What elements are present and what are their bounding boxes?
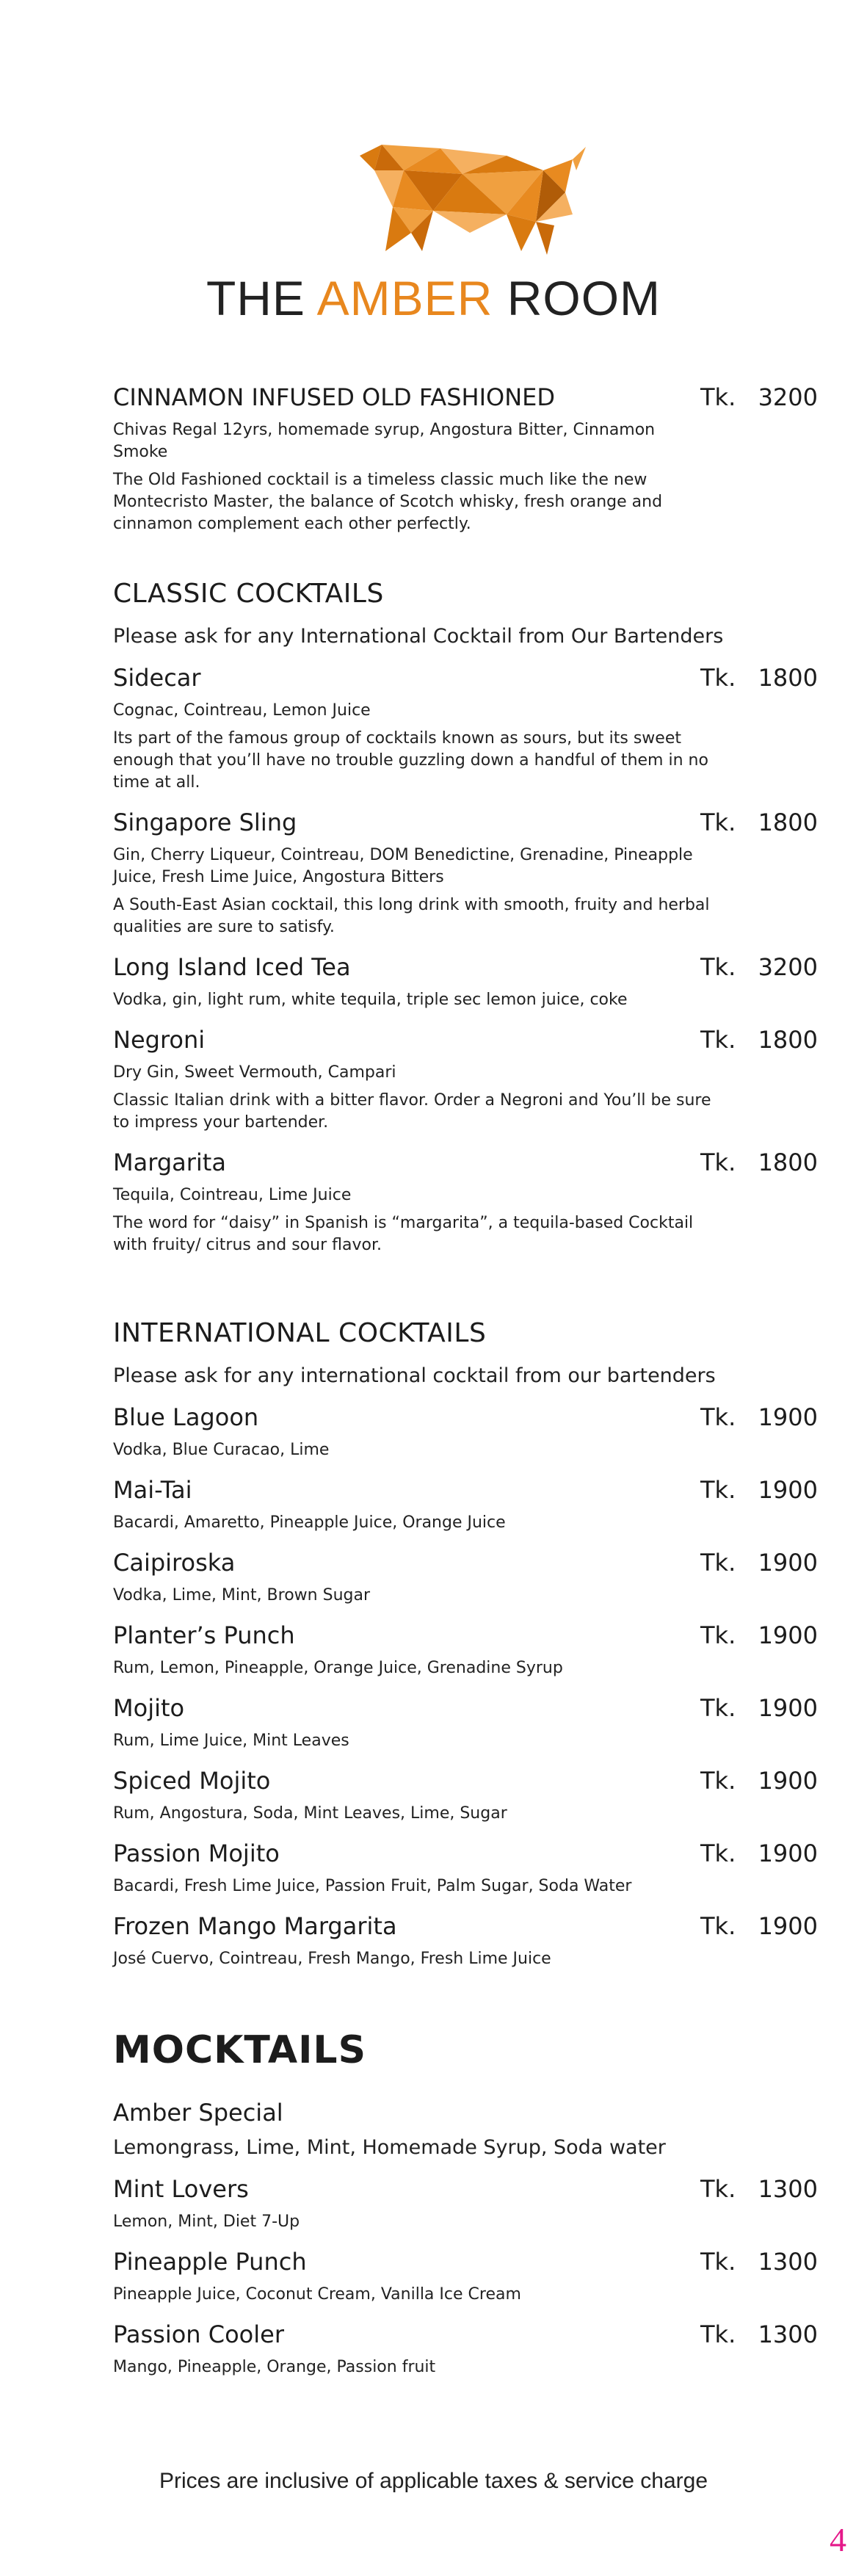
item-currency: Tk. xyxy=(700,2175,736,2203)
item-currency: Tk. xyxy=(700,1403,736,1431)
menu-item xyxy=(113,1767,818,1825)
item-currency: Tk. xyxy=(700,1912,736,1940)
brand-accent: AMBER xyxy=(316,271,493,325)
item-ingredients: Lemon, Mint, Diet 7-Up xyxy=(113,2213,300,2231)
section-title: INTERNATIONAL COCKTAILS xyxy=(113,1318,487,1348)
menu-item xyxy=(113,664,818,794)
menu-item xyxy=(113,1148,818,1256)
item-price: 1800 xyxy=(758,808,818,836)
item-name: Passion Mojito xyxy=(113,1839,280,1867)
menu-item xyxy=(113,2175,818,2233)
item-description: Its part of the famous group of cocktails known as sours, but its sweet enough that you’ll have no trouble guzzling down a handful of them in no time at all. xyxy=(113,729,708,792)
bison-logo-icon xyxy=(352,141,587,258)
item-description: A South-East Asian cocktail, this long drink with smooth, fruity and herbal qualities are sure to satisfy. xyxy=(113,896,710,936)
item-currency: Tk. xyxy=(700,808,736,836)
item-name: Mint Lovers xyxy=(113,2175,249,2203)
item-price: 1900 xyxy=(758,1839,818,1867)
international-list xyxy=(113,1403,818,1970)
item-price: 1900 xyxy=(758,1694,818,1722)
item-ingredients: Tequila, Cointreau, Lime Juice xyxy=(113,1186,352,1204)
item-name: Negroni xyxy=(113,1026,206,1054)
item-name: Passion Cooler xyxy=(113,2320,284,2348)
page-number: 4 xyxy=(830,2521,846,2558)
item-name: Long Island Iced Tea xyxy=(113,953,351,981)
item-price: 1800 xyxy=(758,664,818,692)
item-currency: Tk. xyxy=(700,2320,736,2348)
menu-item-special xyxy=(113,2099,818,2159)
item-name: Mojito xyxy=(113,1694,185,1722)
item-price: 1900 xyxy=(758,1767,818,1795)
brand-part-1: THE xyxy=(206,271,317,325)
item-ingredients: Rum, Lemon, Pineapple, Orange Juice, Grenadine Syrup xyxy=(113,1659,563,1677)
menu-item xyxy=(113,808,818,938)
item-ingredients: Cognac, Cointreau, Lemon Juice xyxy=(113,701,371,720)
item-currency: Tk. xyxy=(700,664,736,692)
item-price: 1900 xyxy=(758,1912,818,1940)
item-currency: Tk. xyxy=(700,1621,736,1649)
item-name: Blue Lagoon xyxy=(113,1403,259,1431)
item-price: 1300 xyxy=(758,2320,818,2348)
menu-item xyxy=(113,1026,818,1134)
menu-item xyxy=(113,1621,818,1679)
item-name: Sidecar xyxy=(113,664,201,692)
item-currency: Tk. xyxy=(700,1549,736,1577)
signature-section xyxy=(113,383,818,550)
item-price: 1300 xyxy=(758,2248,818,2276)
item-currency: Tk. xyxy=(700,1839,736,1867)
menu-item xyxy=(113,1476,818,1534)
item-ingredients: Dry Gin, Sweet Vermouth, Campari xyxy=(113,1063,396,1082)
menu-item xyxy=(113,2320,818,2378)
menu-item xyxy=(113,1912,818,1970)
brand-part-2: ROOM xyxy=(493,271,661,325)
item-name: Caipiroska xyxy=(113,1549,236,1577)
item-description: Classic Italian drink with a bitter flavor. Order a Negroni and You’ll be sure to impress your bartender. xyxy=(113,1091,711,1132)
item-ingredients: José Cuervo, Cointreau, Fresh Mango, Fresh Lime Juice xyxy=(113,1950,551,1968)
item-description: The word for “daisy” in Spanish is “margarita”, a tequila-based Cocktail with fruity/ citrus and sour flavor. xyxy=(113,1214,694,1254)
item-description: The Old Fashioned cocktail is a timeless classic much like the new Montecristo Master, the balance of Scotch whisky, fresh orange and cinnamon complement each other perfectly. xyxy=(113,471,663,533)
item-ingredients: Vodka, Blue Curacao, Lime xyxy=(113,1441,330,1459)
menu-item xyxy=(113,2248,818,2306)
section-subtitle: Please ask for any International Cocktail from Our Bartenders xyxy=(113,625,724,648)
item-name: Mai-Tai xyxy=(113,1476,192,1504)
item-price: 1300 xyxy=(758,2175,818,2203)
international-cocktails-section xyxy=(113,1318,818,1985)
footer-note: Prices are inclusive of applicable taxes & service charge xyxy=(159,2469,708,2493)
item-ingredients: Vodka, Lime, Mint, Brown Sugar xyxy=(113,1586,371,1604)
item-ingredients: Pineapple Juice, Coconut Cream, Vanilla Ice Cream xyxy=(113,2285,521,2304)
brand-title xyxy=(0,270,867,326)
item-currency: Tk. xyxy=(700,1476,736,1504)
item-currency: Tk. xyxy=(700,2248,736,2276)
item-price: 1800 xyxy=(758,1026,818,1054)
item-price: 1900 xyxy=(758,1549,818,1577)
menu-item xyxy=(113,1549,818,1607)
section-title: CLASSIC COCKTAILS xyxy=(113,579,384,609)
item-name: Planter’s Punch xyxy=(113,1621,295,1649)
classic-cocktails-section xyxy=(113,579,818,1271)
item-ingredients: Rum, Lime Juice, Mint Leaves xyxy=(113,1732,349,1750)
item-currency: Tk. xyxy=(700,953,736,981)
item-ingredients: Vodka, gin, light rum, white tequila, triple sec lemon juice, coke xyxy=(113,991,628,1009)
item-name: Spiced Mojito xyxy=(113,1767,271,1795)
item-ingredients: Lemongrass, Lime, Mint, Homemade Syrup, Soda water xyxy=(113,2136,666,2159)
item-currency: Tk. xyxy=(700,1694,736,1722)
item-ingredients: Gin, Cherry Liqueur, Cointreau, DOM Benedictine, Grenadine, Pineapple Juice, Fresh Lime Juice, Angostura Bitters xyxy=(113,846,693,886)
mocktails-section xyxy=(113,2028,818,2393)
item-price: 1900 xyxy=(758,1621,818,1649)
item-price: 3200 xyxy=(758,953,818,981)
item-currency: Tk. xyxy=(700,1026,736,1054)
menu-item xyxy=(113,383,818,535)
menu-item xyxy=(113,1839,818,1897)
menu-item xyxy=(113,1694,818,1752)
item-price: 1900 xyxy=(758,1476,818,1504)
item-currency: Tk. xyxy=(700,1148,736,1176)
section-title: MOCKTAILS xyxy=(113,2028,367,2072)
item-name: CINNAMON INFUSED OLD FASHIONED xyxy=(113,383,555,411)
item-name: Frozen Mango Margarita xyxy=(113,1912,397,1940)
menu-item xyxy=(113,1403,818,1461)
item-ingredients: Bacardi, Amaretto, Pineapple Juice, Orange Juice xyxy=(113,1513,506,1532)
item-name: Amber Special xyxy=(113,2099,283,2127)
mocktails-list xyxy=(113,2175,818,2378)
classic-list xyxy=(113,664,818,1256)
item-ingredients: Mango, Pineapple, Orange, Passion fruit xyxy=(113,2358,436,2376)
item-ingredients: Bacardi, Fresh Lime Juice, Passion Fruit, Palm Sugar, Soda Water xyxy=(113,1877,632,1895)
item-name: Margarita xyxy=(113,1148,226,1176)
item-ingredients: Chivas Regal 12yrs, homemade syrup, Angostura Bitter, Cinnamon Smoke xyxy=(113,421,656,461)
item-price: 1900 xyxy=(758,1403,818,1431)
item-price: 1800 xyxy=(758,1148,818,1176)
item-ingredients: Rum, Angostura, Soda, Mint Leaves, Lime, Sugar xyxy=(113,1804,507,1823)
item-name: Pineapple Punch xyxy=(113,2248,307,2276)
item-price: 3200 xyxy=(758,383,818,411)
item-currency: Tk. xyxy=(700,1767,736,1795)
item-currency: Tk. xyxy=(700,383,736,411)
item-name: Singapore Sling xyxy=(113,808,297,836)
section-subtitle: Please ask for any international cocktail from our bartenders xyxy=(113,1364,716,1387)
menu-item xyxy=(113,953,818,1011)
